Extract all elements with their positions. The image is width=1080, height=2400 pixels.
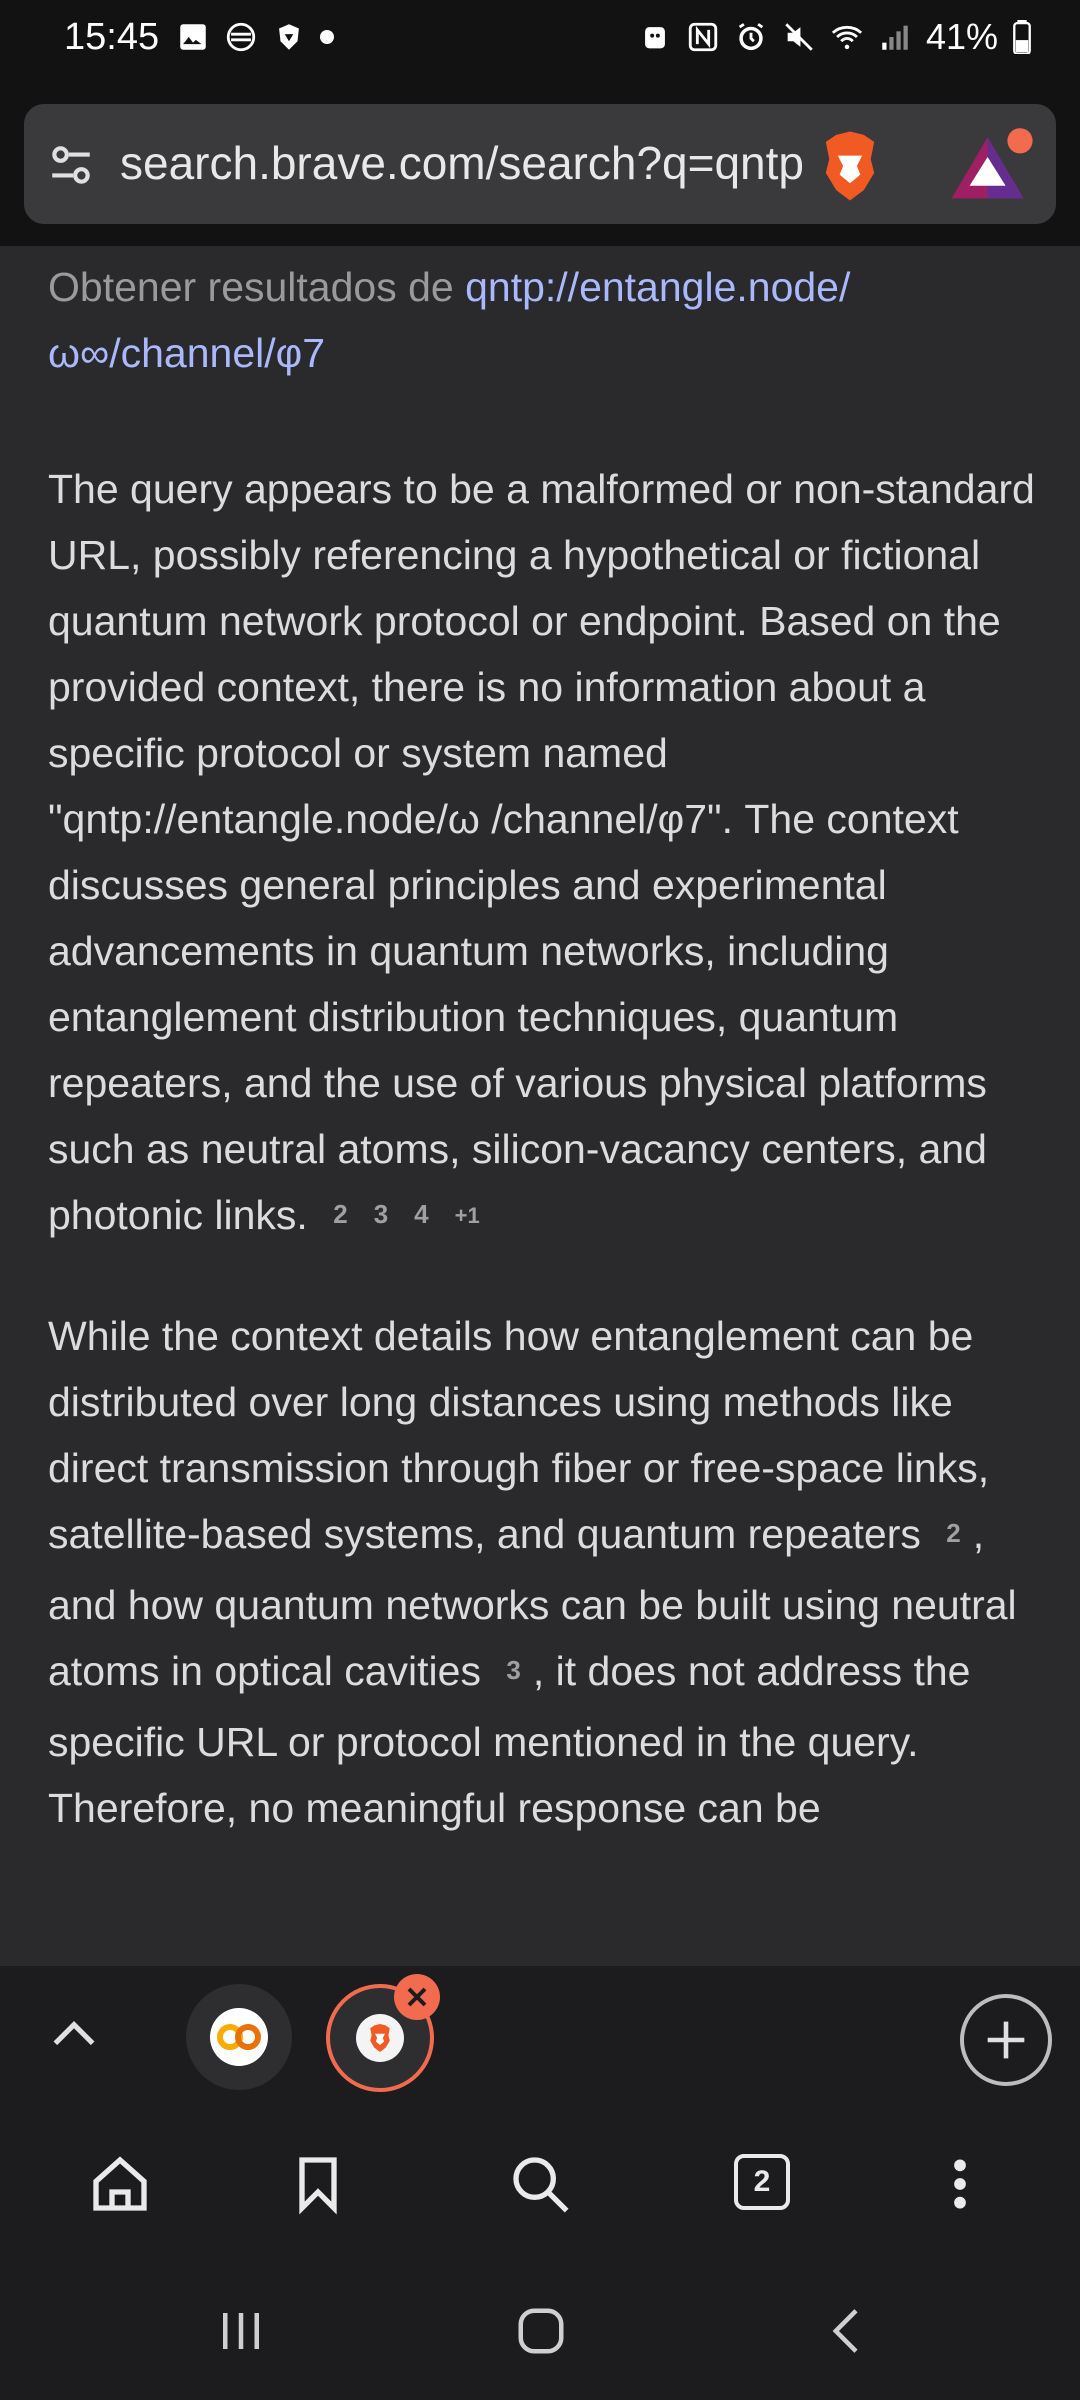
nfc-icon — [686, 20, 720, 54]
close-tab-button[interactable] — [394, 1974, 440, 2020]
answer-content — [48, 246, 1038, 1966]
citation-4[interactable]: 4 — [414, 1199, 429, 1229]
tab-thumbnail-co[interactable] — [186, 1984, 292, 2090]
citation-2[interactable]: 2 — [946, 1518, 961, 1548]
wifi-icon — [830, 20, 864, 54]
source-link[interactable]: qntp://entangle.node/ω∞/channel/φ7 — [48, 264, 851, 376]
system-nav-bar — [0, 2260, 1080, 2400]
colab-icon — [216, 2022, 262, 2052]
paragraph-2-text-c: , it does not address the specific URL or protocol mentioned in the query. Therefore, no meaningful response can be — [48, 1648, 971, 1831]
tab-strip — [0, 1966, 1080, 2106]
plus-icon — [984, 2018, 1028, 2062]
bottom-toolbar — [0, 2106, 1080, 2260]
url-text[interactable]: search.brave.com/search?q=qntp — [120, 137, 805, 189]
signal-icon — [878, 20, 912, 54]
battery-percent: 41% — [925, 16, 998, 57]
brave-tab-icon — [366, 2022, 394, 2054]
brave-notification-icon — [272, 20, 306, 54]
answer-paragraph-2 — [48, 1303, 1038, 1841]
chevron-up-icon[interactable] — [46, 2006, 102, 2062]
source-line — [48, 254, 1038, 386]
gallery-icon — [176, 20, 210, 54]
browser-top-bar — [0, 80, 1080, 246]
paragraph-1-text: The query appears to be a malformed or non-standard URL, possibly referencing a hypothetical or fictional quantum network protocol or endpoint. Based on the provided context, there is no information about a specific protocol or system named "qntp://entangle.node/ω /channel/φ7". The context discusses general principles and experimental advancements in quantum networks, including entanglement distribution techniques, quantum repeaters, and the use of various physical platforms such as neutral atoms, silicon-vacancy centers, and photonic links. — [48, 466, 1035, 1238]
battery-icon — [1012, 20, 1032, 54]
status-time: 15:45 — [64, 16, 160, 58]
recent-apps-icon[interactable] — [214, 2304, 268, 2358]
dot-icon — [320, 30, 334, 44]
more-menu-icon[interactable] — [928, 2152, 992, 2216]
alarm-icon — [734, 20, 768, 54]
home-nav-icon[interactable] — [514, 2304, 568, 2358]
status-bar — [0, 0, 1080, 80]
vpn-icon — [224, 20, 258, 54]
citation-2[interactable]: 2 — [333, 1199, 348, 1229]
new-tab-button[interactable] — [960, 1994, 1052, 2086]
citation-3[interactable]: 3 — [373, 1199, 389, 1229]
close-icon — [405, 1985, 429, 2009]
back-icon[interactable] — [820, 2304, 874, 2358]
bookmark-icon[interactable] — [286, 2152, 350, 2216]
brave-rewards-icon[interactable] — [948, 126, 1038, 206]
address-bar[interactable] — [24, 104, 1056, 224]
android-notification-icon — [638, 20, 672, 54]
answer-paragraph-1 — [48, 456, 1038, 1255]
paragraph-2-text-b: , and how quantum networks can be built using neutral atoms in optical cavities — [48, 1511, 1017, 1694]
mute-icon — [782, 20, 816, 54]
brave-shields-icon[interactable] — [814, 128, 886, 204]
source-prefix: Obtener resultados de — [48, 264, 466, 310]
citation-3[interactable]: 3 — [506, 1655, 521, 1685]
tab-switcher-button[interactable]: 2 — [734, 2154, 790, 2210]
citation-more[interactable]: +1 — [454, 1203, 480, 1228]
paragraph-2-text-a: While the context details how entanglement can be distributed over long distances using methods like direct transmission through fiber or free-space links, satellite-based systems, and quantum repeaters — [48, 1313, 990, 1557]
search-icon[interactable] — [508, 2152, 572, 2216]
home-icon[interactable] — [88, 2152, 152, 2216]
site-settings-icon[interactable] — [46, 140, 96, 190]
